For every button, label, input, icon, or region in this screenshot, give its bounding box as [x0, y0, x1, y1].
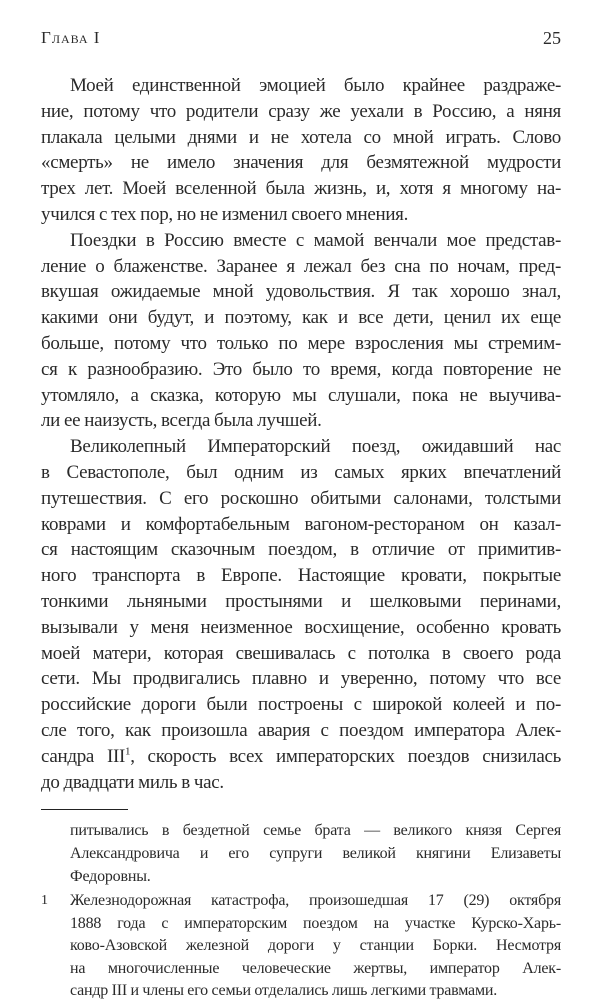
main-text [41, 73, 561, 795]
text-line: ся к разнообразию. Это было то время, когда повторение не [41, 358, 561, 380]
page-content [41, 73, 561, 1003]
text-line: вызывали у меня неизменное восхищение, особенно кровать [41, 616, 561, 638]
footnotes [41, 820, 561, 1003]
footnote-text: Александровича и его супруги великой княгини Елизаветы [70, 844, 561, 862]
text-line: какими они будут, и поэтому, как и все дети, ценил их еще [41, 307, 561, 329]
text-line: Великолепный Императорский поезд, ожидавший нас [70, 436, 561, 458]
text-line: Моей единственной эмоцией было крайнее раздраже- [70, 75, 561, 96]
text-line: российские дороги были построены с широкой колеей и по- [41, 694, 561, 716]
text-line: утомляло, а сказка, которую мы слушали, пока не выучива- [41, 384, 561, 406]
text-line: до двадцати миль в час. [41, 771, 224, 793]
text-line [41, 744, 561, 770]
footnote-text: питывались в бездетной семье брата — великого князя Сергея [70, 822, 561, 840]
text-segment: , скорость всех императорских поездов снизилась [130, 745, 561, 767]
page-header [41, 28, 561, 52]
text-line: «смерть» не имело значения для безмятежной мудрости [41, 152, 561, 174]
paragraph [41, 434, 561, 795]
footnote-text: ково-Азовской железной дороги у станции Борки. Несмотря [70, 937, 561, 955]
text-line: сети. Мы продвигались плавно и уверенно, потому что все [41, 668, 561, 690]
footnote-line [41, 958, 561, 981]
text-line: ние, потому что родители сразу же уехали в Россию, а няня [41, 100, 561, 122]
footnote-line [41, 890, 561, 913]
text-line: моей матери, которая свешивалась с потолка в своего рода [41, 642, 561, 664]
text-line: вкушая ожидаемые мной удовольствия. Я так хорошо знал, [41, 281, 561, 303]
footnote-text: сандр III и члены его семьи отделались лишь легкими травмами. [70, 982, 498, 1000]
text-line: больше, потому что только по мере взросления мы стремим- [41, 332, 561, 354]
running-title: Глава I [41, 28, 101, 47]
text-line: сле того, как произошла авария с поездом императора Алек- [41, 719, 561, 741]
paragraph [41, 73, 561, 228]
footnote-text: на многочисленные человеческие жертвы, император Алек- [70, 959, 561, 977]
text-line: учился с тех пор, но не изменил своего мнения. [41, 203, 409, 225]
footnote-number: 1 [41, 893, 48, 909]
footnote [41, 820, 561, 888]
text-segment: сандра III [41, 745, 126, 767]
footnote-divider [41, 809, 128, 810]
footnote-text: Железнодорожная катастрофа, произошедшая 17 (29) октября [70, 892, 561, 910]
text-line: плакала целыми днями и не хотела со мной играть. Слово [41, 126, 561, 148]
footnote-text: Федоровны. [70, 867, 151, 885]
text-line: трех лет. Моей вселенной была жизнь, и, хотя я многому на- [41, 178, 561, 200]
text-line: ного транспорта в Европе. Настоящие кровати, покрытые [41, 565, 561, 587]
footnote-line [41, 913, 561, 936]
footnote-text: 1888 года с императорским поездом на участке Курско-Харь- [70, 914, 561, 932]
text-line: тонкими льняными простынями и шелковыми перинами, [41, 590, 561, 612]
text-line: путешествия. С его роскошно обитыми салонами, толстыми [41, 487, 561, 509]
footnote-line [41, 843, 561, 866]
text-line: коврами и комфортабельным вагоном-рестораном он казал- [41, 513, 561, 535]
text-line: Поездки в Россию вместе с мамой венчали мое представ- [70, 229, 561, 251]
paragraph [41, 228, 561, 434]
footnote-line [41, 980, 561, 1003]
text-line: ли ее наизусть, всегда была лучшей. [41, 410, 322, 432]
text-line: ся настоящим сказочным поездом, в отличие от примитив- [41, 539, 561, 561]
text-line: ление о блаженстве. Заранее я лежал без сна по ночам, пред- [41, 255, 561, 277]
footnote [41, 890, 561, 1003]
footnote-reference: 1 [125, 745, 131, 758]
footnote-line [41, 866, 561, 889]
footnote-line [41, 820, 561, 843]
page-number: 25 [543, 28, 561, 48]
footnote-line [41, 935, 561, 958]
text-line: в Севастополе, был одним из самых ярких впечатлений [41, 461, 561, 483]
